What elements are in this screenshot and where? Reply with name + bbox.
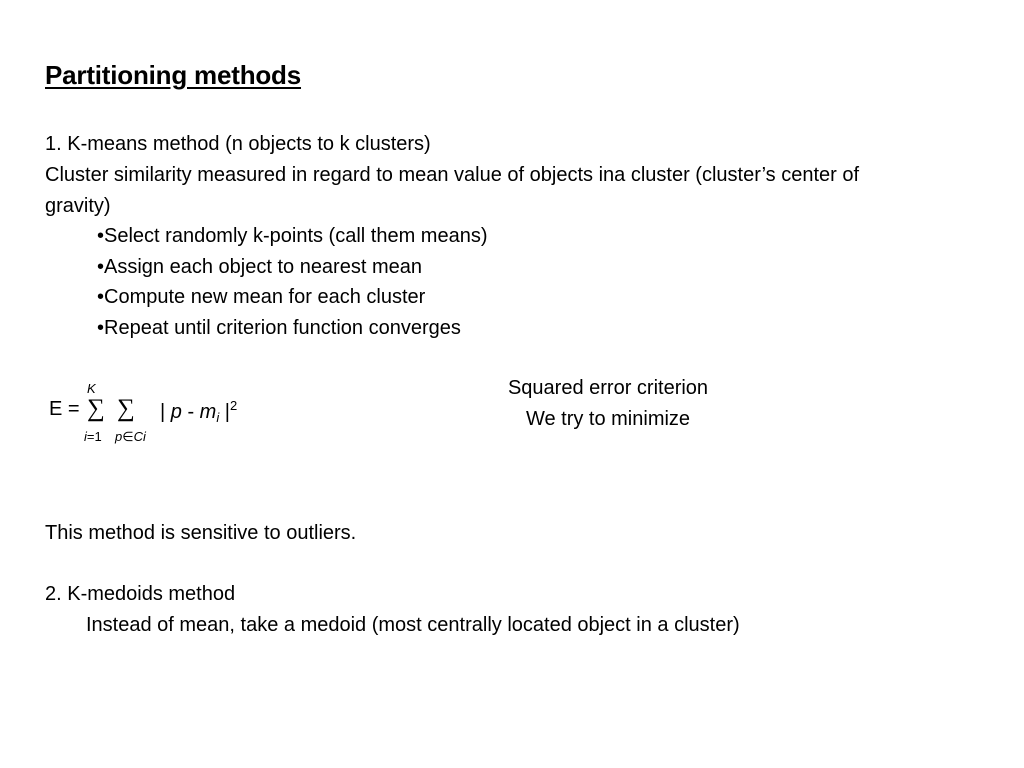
list-item: • Assign each object to nearest mean xyxy=(97,252,488,283)
kmedoids-heading: 2. K-medoids method xyxy=(45,583,236,605)
outer-index-var: i xyxy=(84,429,87,444)
minus-sign: - xyxy=(181,401,200,423)
formula-summand xyxy=(160,398,237,425)
mean-var: m xyxy=(199,401,217,423)
kmeans-steps-list xyxy=(97,221,488,343)
cluster-set: Ci xyxy=(133,429,146,444)
criterion-line-2: We try to minimize xyxy=(525,407,691,430)
criterion-line-1: Squared error criterion xyxy=(507,377,709,399)
element-of-symbol: ∈ xyxy=(122,429,134,444)
outer-index-start: =1 xyxy=(86,429,102,444)
criterion-note xyxy=(458,373,758,434)
list-item: • Select randomly k-points (call them means) xyxy=(97,221,488,252)
formula-lhs: E = xyxy=(49,398,80,420)
inner-sum-symbol: ∑ xyxy=(117,395,135,422)
point-var: p xyxy=(170,401,182,423)
kmedoids-description: Instead of mean, take a medoid (most centrally located object in a cluster) xyxy=(86,614,740,636)
formula-inner-lower-limit xyxy=(115,429,146,445)
abs-close: | xyxy=(219,401,230,423)
outer-sum-symbol: ∑ xyxy=(87,395,105,422)
inner-index-var: p xyxy=(115,429,123,444)
exponent: 2 xyxy=(230,398,238,413)
abs-open: | xyxy=(160,401,171,423)
list-item: • Repeat until criterion function converges xyxy=(97,313,488,344)
list-item: • Compute new mean for each cluster xyxy=(97,282,488,313)
outliers-note: This method is sensitive to outliers. xyxy=(45,522,357,544)
mean-subscript: i xyxy=(216,410,220,425)
kmeans-heading: 1. K-means method (n objects to k clusters) xyxy=(45,133,431,155)
slide-title: Partitioning methods xyxy=(45,60,302,90)
kmeans-description: Cluster similarity measured in regard to mean value of objects ina cluster (cluster’s center of gravity) xyxy=(45,164,860,217)
formula-outer-lower-limit xyxy=(84,429,102,444)
formula-upper-limit: K xyxy=(87,381,96,396)
